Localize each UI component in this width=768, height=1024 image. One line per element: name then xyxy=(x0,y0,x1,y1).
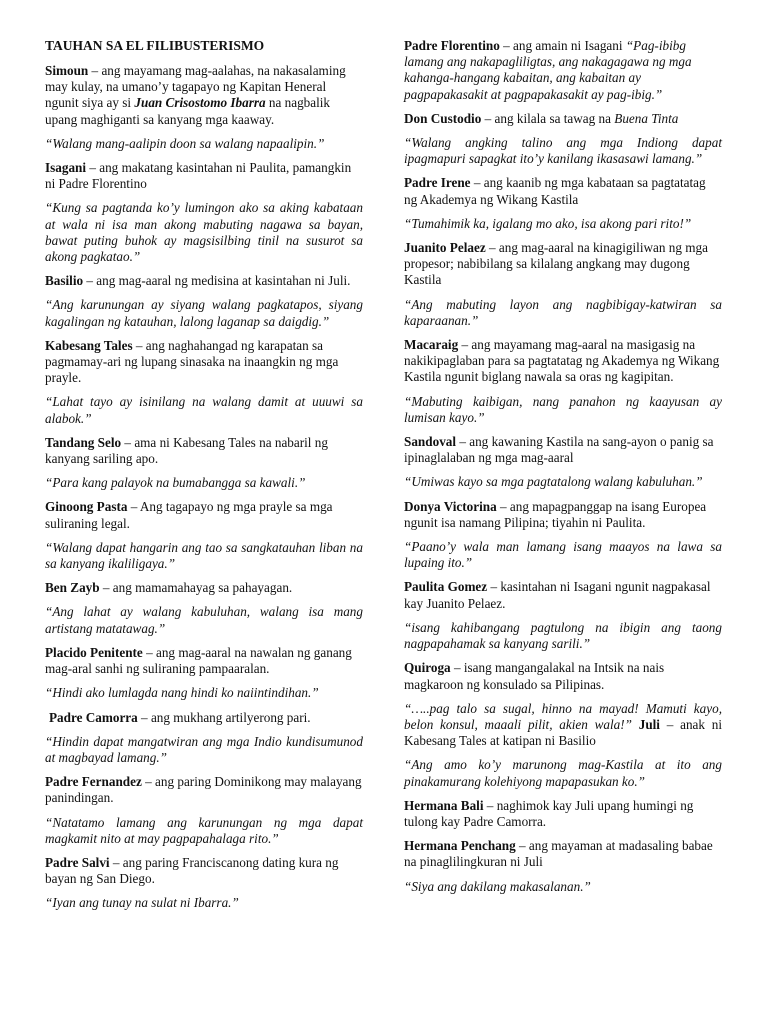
character-description: Isagani – ang makatang kasintahan ni Paulita, pamangkin ni Padre Florentino xyxy=(45,160,352,192)
character-name: Padre Irene xyxy=(404,175,471,191)
character-entry-padre-camorra xyxy=(45,710,363,767)
character-quote: “Walang dapat hangarin ang tao sa sangkatauhan liban na sa kanyang ikaliligaya.” xyxy=(45,539,363,572)
character-entry-basilio xyxy=(45,273,363,330)
character-description: Padre Fernandez – ang paring Dominikong may malayang panindingan. xyxy=(45,774,362,806)
character-name: Donya Victorina xyxy=(404,498,497,514)
character-entry-padre-salvi xyxy=(45,855,363,912)
character-description: Basilio – ang mag-aaral ng medisina at kasintahan ni Juli. xyxy=(45,273,351,289)
character-name: Basilio xyxy=(45,273,84,289)
character-quote: “Ang lahat ay walang kabuluhan, walang isa mang artistang matatawag.” xyxy=(45,604,363,636)
character-name: Ginoong Pasta xyxy=(45,499,128,515)
character-description: Juanito Pelaez – ang mag-aaral na kinagigiliwan ng mga propesor; nabibilang sa kilalang angkang may dugong Kastila xyxy=(404,240,708,288)
character-entry-simoun xyxy=(45,63,363,152)
character-entry-placido-penitente xyxy=(45,645,363,702)
character-entry-padre-fernandez xyxy=(45,774,363,847)
character-name: Placido Penitente xyxy=(45,644,143,660)
character-quote: “…..pag talo sa sugal, hinno na mayad! Mamuti kayo, belon konsul, maaali pilit, akien wala!” Juli – anak ni Kabesang Tales at katipan ni Basilio xyxy=(404,700,723,749)
character-name: Don Custodio xyxy=(404,110,482,126)
character-description: Don Custodio – ang kilala sa tawag na Buena Tinta xyxy=(404,110,679,126)
character-description: Hermana Penchang – ang mayaman at madasaling babae na pinaglilingkuran ni Juli xyxy=(404,838,713,870)
character-entry-hermana-bali xyxy=(404,798,722,830)
character-description: Hermana Bali – naghimok kay Juli upang humingi ng tulong kay Padre Camorra. xyxy=(404,797,694,829)
character-description: Padre Salvi – ang paring Franciscanong dating kura ng bayan ng San Diego. xyxy=(45,854,339,887)
character-name: Juli xyxy=(638,716,660,732)
character-description: Ben Zayb – ang mamamahayag sa pahayagan. xyxy=(45,580,293,596)
character-quote: “Ang karunungan ay siyang walang pagkatapos, siyang kagalingan ng katauhan, lalong laganap sa daigdig.” xyxy=(45,297,363,329)
character-name: Sandoval xyxy=(404,434,457,450)
character-description: Padre Florentino – ang amain ni Isagani “Pag-ibibg lamang ang nakapagliligtas, ang nakagagawa ng mga kahanga-hangang kabaitan, ang kabaitan ay pagpapakasakit at pagpapakasakit ay pag-ibig.” xyxy=(404,38,692,102)
character-description: Padre Camorra – ang mukhang artilyerong pari. xyxy=(49,709,311,725)
character-description: Quiroga – isang mangangalakal na Intsik na nais magkaroon ng konsulado sa Pilipinas. xyxy=(404,660,665,692)
character-description: Paulita Gomez – kasintahan ni Isagani ngunit nagpakasal kay Juanito Pelaez. xyxy=(404,579,711,611)
character-name: Paulita Gomez xyxy=(404,579,488,595)
character-quote: “Hindin dapat mangatwiran ang mga Indio kundisumunod at magbayad lamang.” xyxy=(45,733,363,765)
character-quote: “Pag-ibibg lamang ang nakapagliligtas, ang nakagagawa ng mga kahanga-hangang kabaitan, ang kabaitan ay pagpapakasakit at pagpapakasakit ay pag-ibig.” xyxy=(404,38,692,102)
character-description: Placido Penitente – ang mag-aaral na nawalan ng ganang mag-aral sanhi ng suliraning pampaaralan. xyxy=(45,644,352,677)
character-name: Padre Florentino xyxy=(404,38,500,53)
character-entry-quiroga xyxy=(404,660,722,749)
character-quote: “Walang angking talino ang mga Indiong dapat ipagmapuri sapagkat ito’y kanilang ikasasawi lamang.” xyxy=(404,135,722,167)
character-name: Hermana Bali xyxy=(404,797,484,813)
character-name: Simoun xyxy=(45,63,89,78)
character-entry-padre-irene xyxy=(404,175,722,232)
character-quote: “Paano’y wala man lamang isang maayos na lawa sa lupaing ito.” xyxy=(404,539,722,571)
character-name: Macaraig xyxy=(404,337,459,353)
character-quote: “Kung sa pagtanda ko’y lumingon ako sa aking kabataan at wala ni isa man akong mabuting nagawa sa bayan, bawat puting buhok ay magsisilbing tinil na susurot sa akong pagkatao.” xyxy=(45,200,363,265)
character-entry-kabesang-tales xyxy=(45,338,363,427)
character-name: Hermana Penchang xyxy=(404,838,516,854)
character-description: Sandoval – ang kawaning Kastila na sang-ayon o panig sa ipinaglalaban ng mga mag-aaral xyxy=(404,434,714,466)
character-quote: “Hindi ako lumlagda nang hindi ko naiintindihan.” xyxy=(45,685,319,701)
character-name: Padre Camorra xyxy=(49,709,138,725)
character-quote: “Ang amo ko’y marunong mag-Kastila at ito ang pinakamurang kolehiyong mapapasukan ko.” xyxy=(404,757,722,789)
character-description: Ginoong Pasta – Ang tagapayo ng mga prayle sa mga suliraning legal. xyxy=(45,499,333,531)
character-name: Tandang Selo xyxy=(45,434,122,450)
character-quote: “isang kahibangang pagtulong na ibigin ang taong nagpapahamak sa kanyang sarili.” xyxy=(404,619,722,652)
left-column xyxy=(45,38,363,920)
character-description: – anak ni Kabesang Tales at katipan ni Basilio xyxy=(404,716,723,749)
character-name: Padre Fernandez xyxy=(45,774,142,790)
character-entry-isagani xyxy=(45,160,363,265)
character-entry-juanito-pelaez xyxy=(404,240,722,329)
character-description: Simoun – ang mayamang mag-aalahas, na nakasalaming may kulay, na umano’y tagapayo ng Kapitan Heneral ngunit siya ay si Juan Crisostomo Ibarra na nagbalik upang maghiganti sa kanyang mga kaaway. xyxy=(45,63,346,127)
character-quote: “Tumahimik ka, igalang mo ako, isa akong pari rito!” xyxy=(404,215,692,231)
character-quote: “Ang mabuting layon ang nagbibigay-katwiran sa kaparaanan.” xyxy=(404,296,722,328)
character-name: Quiroga xyxy=(404,660,451,676)
character-quote: “Lahat tayo ay isinilang na walang damit at uuuwi sa alabok.” xyxy=(45,394,363,426)
character-entry-ben-zayb xyxy=(45,580,363,637)
character-name: Isagani xyxy=(45,160,87,176)
character-name: Padre Salvi xyxy=(45,854,110,870)
character-entry-don-custodio xyxy=(404,111,722,168)
character-description: Tandang Selo – ama ni Kabesang Tales na nabaril ng kanyang sariling apo. xyxy=(45,434,328,467)
character-entry-hermana-penchang xyxy=(404,838,722,895)
character-entry-donya-victorina xyxy=(404,499,722,572)
character-quote: “Umiwas kayo sa mga pagtatalong walang kabuluhan.” xyxy=(404,474,703,490)
character-description: Kabesang Tales – ang naghahangad ng karapatan sa pagmamay-ari ng lupang sinasaka na inaangkin ng mga prayle. xyxy=(45,337,339,386)
character-description: Padre Irene – ang kaanib ng mga kabataan sa pagtatatag ng Akademya ng Wikang Kastila xyxy=(404,175,706,207)
character-quote: “Para kang palayok na bumabangga sa kawali.” xyxy=(45,475,306,491)
character-entry-padre-florentino xyxy=(404,38,722,103)
character-name: Kabesang Tales xyxy=(45,337,133,353)
character-quote: “Natatamo lamang ang karunungan ng mga dapat magkamit nito at may pagpapahalaga rito.” xyxy=(45,814,363,846)
character-quote: “Siya ang dakilang makasalanan.” xyxy=(404,878,591,894)
character-description: Macaraig – ang mayamang mag-aaral na masigasig na nakikipaglaban para sa pagtatatag ng Akademya ng Wikang Kastila ngunit biglang nawala sa oras ng kagipitan. xyxy=(404,337,720,385)
document-title: TAUHAN SA EL FILIBUSTERISMO xyxy=(45,38,265,53)
character-quote: “Mabuting kaibigan, nang panahon ng kaayusan ay lumisan kayo.” xyxy=(404,393,722,425)
character-entry-tandang-selo xyxy=(45,435,363,492)
right-column xyxy=(404,38,722,903)
character-quote: “Walang mang-aalipin doon sa walang napaalipin.” xyxy=(45,135,325,151)
character-entry-macaraig xyxy=(404,337,722,426)
character-name: Ben Zayb xyxy=(45,580,100,596)
character-entry-sandoval xyxy=(404,434,722,491)
character-entry-ginoong-pasta xyxy=(45,499,363,572)
character-entry-paulita-gomez xyxy=(404,579,722,652)
character-quote: “Iyan ang tunay na sulat ni Ibarra.” xyxy=(45,895,239,911)
character-name: Juanito Pelaez xyxy=(404,240,486,256)
character-description: Donya Victorina – ang mapagpanggap na isang Europea ngunit isa namang Pilipina; tiyahin ni Paulita. xyxy=(404,498,707,530)
character-entry-juli xyxy=(404,757,722,789)
